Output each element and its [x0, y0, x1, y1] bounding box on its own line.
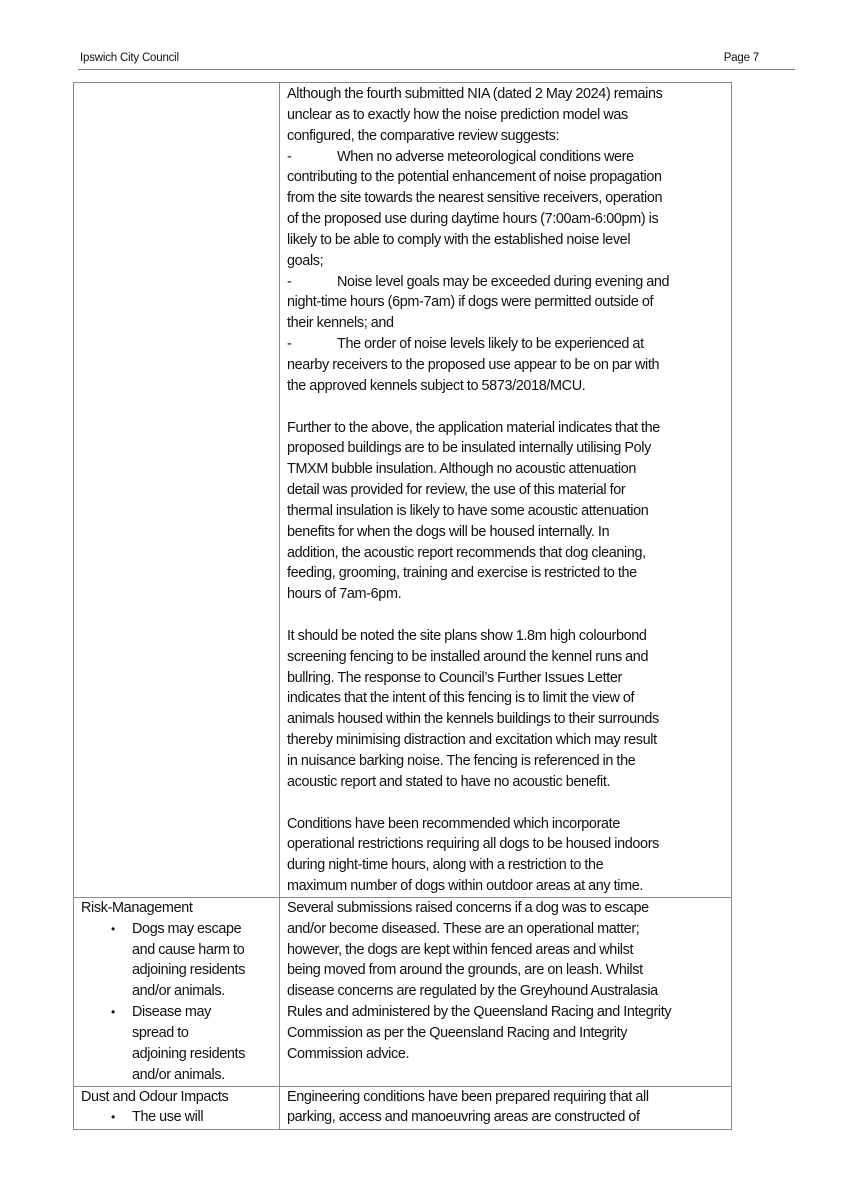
text-line: Dogs may escape [132, 920, 242, 937]
text-line: during night-time hours, along with a restriction to the [287, 857, 604, 874]
text-line: TMXM bubble insulation. Although no acoustic attenuation [287, 461, 636, 478]
text-line: being moved from around the grounds, are on leash. Whilst [287, 962, 643, 979]
text-line: Rules and administered by the Queensland Racing and Integrity [287, 1004, 672, 1021]
insulation-paragraph [287, 418, 727, 606]
dash-item-order [287, 334, 727, 397]
bullet-item-escape [81, 919, 279, 1002]
text-line: nearby receivers to the proposed use appear to be on par with [287, 356, 660, 373]
text-line: detail was provided for review, the use of this material for [287, 482, 626, 499]
page-number: Page 7 [723, 52, 759, 64]
text-line: configured, the comparative review suggests: [287, 127, 560, 144]
issue-cell-empty [74, 83, 280, 898]
text-line: from the site towards the nearest sensitive receivers, operation [287, 190, 663, 207]
paragraph-spacer [287, 397, 727, 418]
text-line: night-time hours (6pm-7am) if dogs were permitted outside of [287, 294, 654, 311]
bullet-icon: • [111, 1005, 115, 1020]
organization-name: Ipswich City Council [80, 52, 179, 64]
fencing-paragraph [287, 626, 727, 793]
assessment-table [73, 82, 732, 1130]
dash-marker: - [287, 336, 292, 353]
text-line: The order of noise levels likely to be experienced at [337, 336, 644, 353]
text-line: animals housed within the kennels buildings to their surrounds [287, 711, 659, 728]
table-row-dust-odour [74, 1086, 732, 1129]
text-line: addition, the acoustic report recommends that dog cleaning, [287, 544, 646, 561]
text-line: unclear as to exactly how the noise prediction model was [287, 106, 628, 123]
text-line: disease concerns are regulated by the Greyhound Australasia [287, 983, 658, 1000]
bullet-icon: • [111, 921, 115, 936]
issue-cell-risk-management [74, 897, 280, 1086]
table-row-noise [74, 83, 732, 898]
response-cell-noise [280, 83, 732, 898]
issue-heading: Dust and Odour Impacts [81, 1088, 229, 1105]
bullet-item-disease [81, 1002, 279, 1085]
dash-item-daytime [287, 147, 727, 272]
paragraph-spacer [287, 793, 727, 814]
text-line: hours of 7am-6pm. [287, 586, 402, 603]
issue-cell-dust-odour [74, 1086, 280, 1129]
text-line: feeding, grooming, training and exercise is restricted to the [287, 565, 637, 582]
text-line: proposed buildings are to be insulated internally utilising Poly [287, 440, 651, 457]
text-line: Engineering conditions have been prepared requiring that all [287, 1088, 649, 1105]
text-line: parking, access and manoeuvring areas are constructed of [287, 1109, 640, 1126]
text-line: Disease may [132, 1004, 212, 1021]
text-line: benefits for when the dogs will be housed internally. In [287, 523, 610, 540]
issue-heading: Risk-Management [81, 899, 193, 916]
dash-marker: - [287, 148, 292, 165]
text-line: Further to the above, the application material indicates that the [287, 419, 660, 436]
table-row-risk-management [74, 897, 732, 1086]
bullet-item-use [81, 1107, 279, 1128]
text-line: thermal insulation is likely to have some acoustic attenuation [287, 502, 649, 519]
text-line: It should be noted the site plans show 1.8m high colourbond [287, 627, 647, 644]
text-line: bullring. The response to Council’s Further Issues Letter [287, 669, 622, 686]
text-line: and/or become diseased. These are an operational matter; [287, 920, 640, 937]
text-line: goals; [287, 252, 324, 269]
text-line: of the proposed use during daytime hours (7:00am-6:00pm) is [287, 211, 659, 228]
dash-item-evening [287, 272, 727, 335]
text-line: and cause harm to [132, 941, 245, 958]
text-line: screening fencing to be installed around the kennel runs and [287, 648, 649, 665]
text-line: the approved kennels subject to 5873/2018/MCU. [287, 377, 586, 394]
conditions-paragraph [287, 814, 727, 897]
text-line: Several submissions raised concerns if a dog was to escape [287, 899, 649, 916]
text-line: Conditions have been recommended which incorporate [287, 815, 620, 832]
text-line: contributing to the potential enhancement of noise propagation [287, 169, 662, 186]
bullet-icon: • [111, 1110, 115, 1125]
paragraph-spacer [287, 605, 727, 626]
text-line: maximum number of dogs within outdoor areas at any time. [287, 878, 644, 895]
text-line: Commission advice. [287, 1045, 410, 1062]
response-cell-risk-management [280, 897, 732, 1086]
text-line: Commission as per the Queensland Racing and Integrity [287, 1024, 628, 1041]
text-line: Although the fourth submitted NIA (dated 2 May 2024) remains [287, 86, 663, 102]
page-header [78, 50, 795, 70]
text-line: spread to [132, 1024, 189, 1041]
text-line: their kennels; and [287, 315, 394, 332]
text-line: The use will [132, 1109, 204, 1126]
text-line: operational restrictions requiring all dogs to be housed indoors [287, 836, 659, 853]
text-line: When no adverse meteorological conditions were [337, 148, 634, 165]
text-line: and/or animals. [132, 983, 225, 1000]
text-line: Noise level goals may be exceeded during evening and [337, 273, 670, 290]
text-line: adjoining residents [132, 1045, 246, 1062]
text-line: however, the dogs are kept within fenced areas and whilst [287, 941, 634, 958]
text-line: likely to be able to comply with the established noise level [287, 231, 631, 248]
text-line: acoustic report and stated to have no acoustic benefit. [287, 773, 611, 790]
text-line: in nuisance barking noise. The fencing is referenced in the [287, 753, 636, 769]
dash-marker: - [287, 273, 292, 290]
text-line: indicates that the intent of this fencing is to limit the view of [287, 690, 635, 707]
text-line: thereby minimising distraction and excitation which may result [287, 732, 657, 749]
noise-intro-paragraph [287, 84, 727, 147]
text-line: and/or animals. [132, 1066, 225, 1083]
response-cell-dust-odour [280, 1086, 732, 1129]
text-line: adjoining residents [132, 962, 246, 979]
